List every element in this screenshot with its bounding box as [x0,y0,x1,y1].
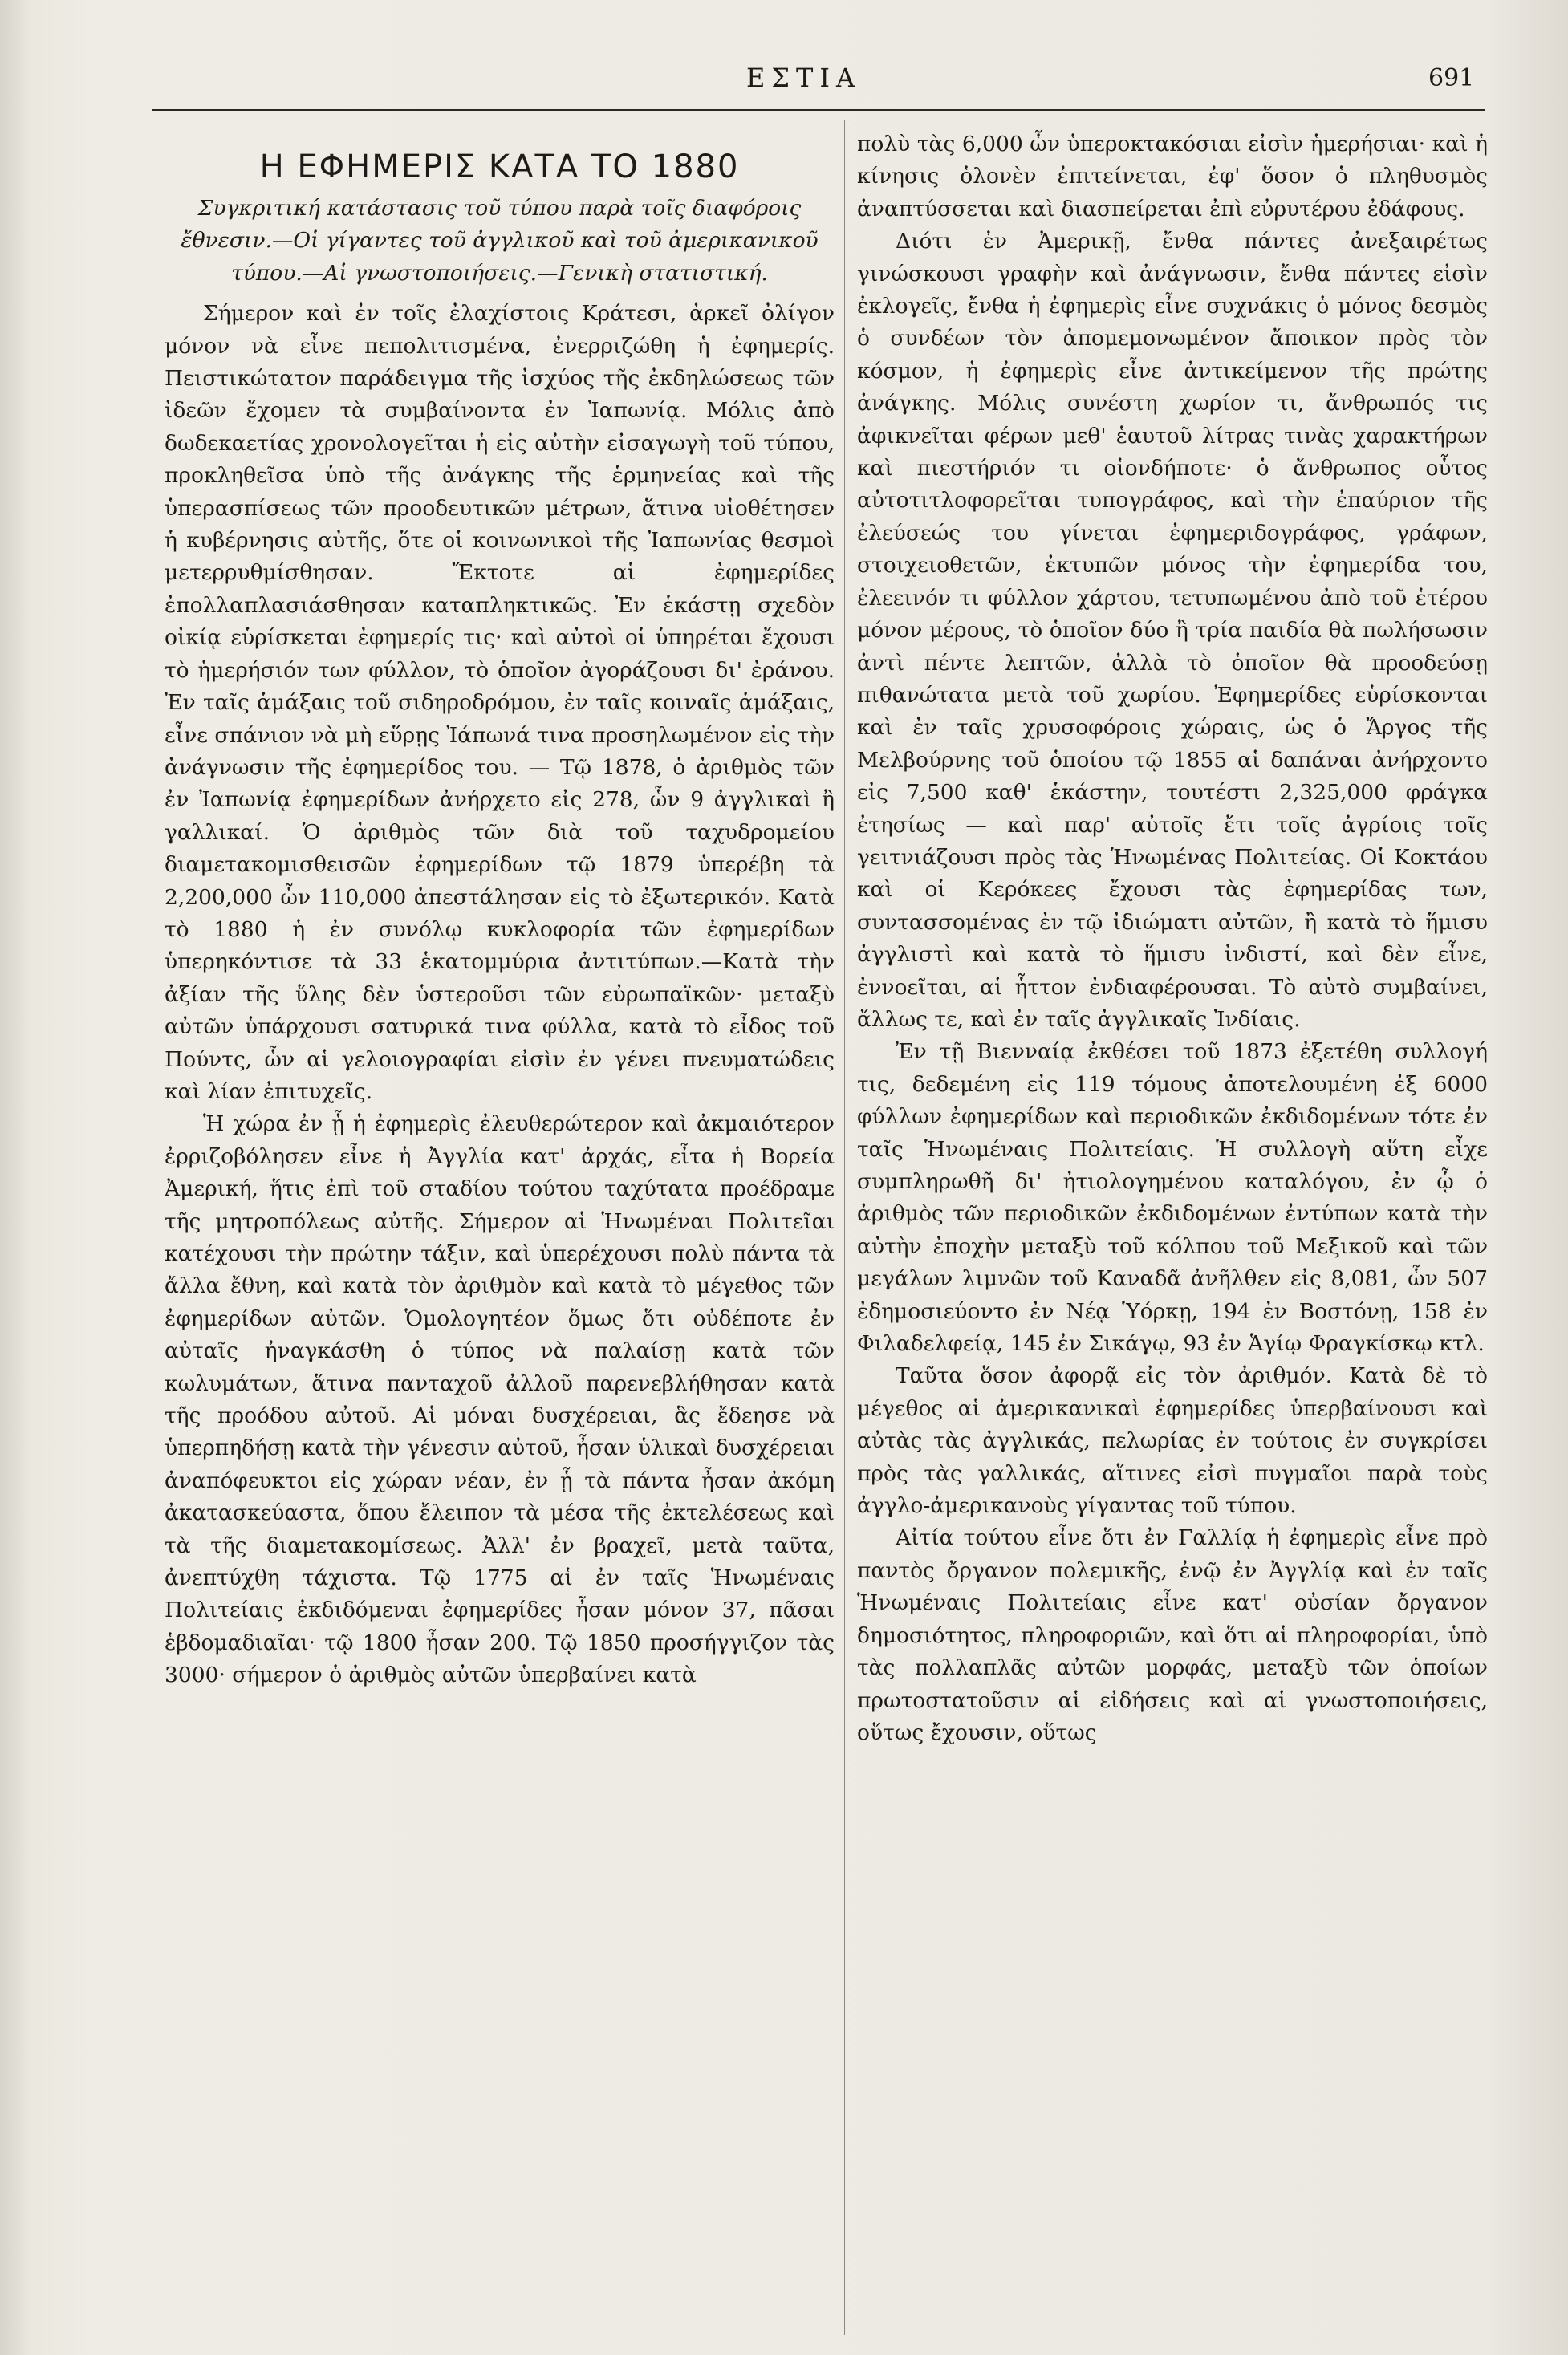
right-column [857,128,1488,2343]
article-paragraph: Ταῦτα ὅσον ἀφορᾷ εἰς τὸν ἀριθμόν. Κατὰ δὲ τὸ μέγεθος αἱ ἀμερικανικαὶ ἐφημερίδες ὑπερβαίνουσι καὶ αὐτὰς τὰς ἀγγλικάς, πελωρίας ἐν τούτοις ἐν συγκρίσει πρὸς τὰς γαλλικάς, αἵτινες εἰσὶ πυγμαῖοι παρὰ τοὺς ἀγγλο-ἀμερικανοὺς γίγαντας τοῦ τύπου. [857,1363,1488,1519]
article-paragraph: Σήμερον καὶ ἐν τοῖς ἐλαχίστοις Κράτεσι, ἀρκεῖ ὀλίγον μόνον νὰ εἶνε πεπολιτισμένα, ἐνερριζώθη ἡ ἐφημερίς. Πειστικώτατον παράδειγμα τῆς ἰσχύος τῆς ἐκδηλώσεως τῶν ἰδεῶν ἔχομεν τὰ συμβαίνοντα ἐν Ἰαπωνίᾳ. Μόλις ἀπὸ δωδεκαετίας χρονολογεῖται ἡ εἰς αὐτὴν εἰσαγωγὴ τοῦ τύπου, προκληθεῖσα ὑπὸ τῆς ἀνάγκης τῆς ἑρμηνείας καὶ τῆς ὑπερασπίσεως τῶν προοδευτικῶν μέτρων, ἅτινα υἱοθέτησεν ἡ κυβέρνησις αὐτῆς, ὅτε οἱ κοινωνικοὶ τῆς Ἰαπωνίας θεσμοὶ μετερρυθμίσθησαν. Ἔκτοτε αἱ ἐφημερίδες ἐπολλαπλασιάσθησαν καταπληκτικῶς. Ἐν ἑκάστῃ σχεδὸν οἰκίᾳ εὑρίσκεται ἐφημερίς τις· καὶ αὐτοὶ οἱ ὑπηρέται ἔχουσι τὸ ἡμερήσιόν των φύλλον, τὸ ὁποῖον ἀγοράζουσι δι' ἐράνου. Ἐν ταῖς ἁμάξαις τοῦ σιδηροδρόμου, ἐν ταῖς κοιναῖς ἁμάξαις, εἶνε σπάνιον νὰ μὴ εὕρῃς Ἰάπωνά τινα προσηλωμένον εἰς τὴν ἀνάγνωσιν τῆς ἐφημερίδος του. — Τῷ 1878, ὁ ἀριθμὸς τῶν ἐν Ἰαπωνίᾳ ἐφημερίδων ἀνήρχετο εἰς 278, ὧν 9 ἀγγλικαὶ ἢ γαλλικαί. Ὁ ἀριθμὸς τῶν διὰ τοῦ ταχυδρομείου διαμετακομισθεισῶν ἐφημερίδων τῷ 1879 ὑπερέβη τὰ 2,200,000 ὧν 110,000 ἀπεστάλησαν εἰς τὸ ἐξωτερικόν. Κατὰ τὸ 1880 ἡ ἐν συνόλῳ κυκλοφορία τῶν ἐφημερίδων ὑπερηκόντισε τὰ 33 ἑκατομμύρια ἀντιτύπων.—Κατὰ τὴν ἀξίαν τῆς ὕλης δὲν ὑστεροῦσι τῶν εὐρωπαϊκῶν· μεταξὺ αὐτῶν ὑπάρχουσι σατυρικά τινα φύλλα, κατὰ τὸ εἶδος τοῦ Πούντς, ὧν αἱ γελοιογραφίαι εἰσὶν ἐν γένει πνευματώδεις καὶ λίαν ἐπιτυχεῖς. [165,301,835,1104]
page-number: 691 [1428,64,1475,92]
article-paragraph: Διότι ἐν Ἀμερικῇ, ἔνθα πάντες ἀνεξαιρέτως γινώσκουσι γραφὴν καὶ ἀνάγνωσιν, ἔνθα πάντες εἰσὶν ἐκλογεῖς, ἔνθα ἡ ἐφημερὶς εἶνε συχνάκις ὁ μόνος δεσμὸς ὁ συνδέων τὸν ἀπομεμονωμένον ἄποικον πρὸς τὸν κόσμον, ἡ ἐφημερὶς εἶνε ἀντικείμενον τῆς πρώτης ἀνάγκης. Μόλις συνέστη χωρίον τι, ἄνθρωπός τις ἀφικνεῖται φέρων μεθ' ἑαυτοῦ λίτρας τινὰς χαρακτήρων καὶ πιεστήριόν τι οἱονδήποτε· ὁ ἄνθρωπος οὗτος αὐτοτιτλοφορεῖται τυπογράφος, καὶ τὴν ἐπαύριον τῆς ἐλεύσεώς του γίνεται ἐφημεριδογράφος, γράφων, στοιχειοθετῶν, ἐκτυπῶν μόνος τὴν ἐφημερίδα του, ἐλεεινόν τι φύλλον χάρτου, τετυπωμένου ἀπὸ τοῦ ἑτέρου μόνον μέρους, τὸ ὁποῖον δύο ἢ τρία παιδία θὰ πωλήσωσιν ἀντὶ πέντε λεπτῶν, ἀλλὰ τὸ ὁποῖον θὰ προοδεύσῃ πιθανώτατα μετὰ τοῦ χωρίου. Ἐφημερίδες εὑρίσκονται καὶ ἐν ταῖς χρυσοφόροις χώραις, ὡς ὁ Ἄργος τῆς Μελβούρνης τοῦ ὁποίου τῷ 1855 αἱ δαπάναι ἀνήρχοντο εἰς 7,500 καθ' ἑκάστην, τουτέστι 2,325,000 φράγκα ἐτησίως — καὶ παρ' αὐτοῖς ἔτι τοῖς ἀγρίοις τοῖς γειτνιάζουσι πρὸς τὰς Ἡνωμένας Πολιτείας. Οἱ Κοκτάου καὶ οἱ Κερόκεες ἔχουσι τὰς ἐφημερίδας των, συντασσομένας ἐν τῷ ἰδιώματι αὐτῶν, ἢ κατὰ τὸ ἥμισυ ἀγγλιστὶ καὶ κατὰ τὸ ἥμισυ ἰνδιστί, καὶ δὲν εἶνε, ἐννοεῖται, αἱ ἧττον ἐνδιαφέρουσαι. Τὸ αὐτὸ συμβαίνει, ἄλλως τε, καὶ ἐν ταῖς ἀγγλικαῖς Ἰνδίαις. [857,229,1488,1032]
running-head [0,63,1568,103]
article-paragraph: Ἡ χώρα ἐν ᾗ ἡ ἐφημερὶς ἐλευθερώτερον καὶ ἀκμαιότερον ἐρριζοβόλησεν εἶνε ἡ Ἀγγλία κατ' ἀρχάς, εἶτα ἡ Βορεία Ἀμερική, ἥτις ἐπὶ τοῦ σταδίου τούτου ταχύτατα προέδραμε τῆς μητροπόλεως αὐτῆς. Σήμερον αἱ Ἡνωμέναι Πολιτεῖαι κατέχουσι τὴν πρώτην τάξιν, καὶ ὑπερέχουσι πολὺ πάντα τὰ ἄλλα ἔθνη, καὶ κατὰ τὸν ἀριθμὸν καὶ κατὰ τὸ μέγεθος τῶν ἐφημερίδων αὐτῶν. Ὁμολογητέον ὅμως ὅτι οὐδέποτε ἐν αὐταῖς ἠναγκάσθη ὁ τύπος νὰ παλαίσῃ κατὰ τῶν κωλυμάτων, ἅτινα πανταχοῦ ἀλλοῦ παρενεβλήθησαν κατὰ τῆς προόδου αὐτοῦ. Αἱ μόναι δυσχέρειαι, ἃς ἔδεησε νὰ ὑπερπηδήσῃ κατὰ τὴν γένεσιν αὐτοῦ, ἦσαν ὑλικαὶ δυσχέρειαι ἀναπόφευκτοι εἰς χώραν νέαν, ἐν ᾗ τὰ πάντα ἦσαν ἀκόμη ἀκατασκεύαστα, ὅπου ἔλειπον τὰ μέσα τῆς ἐκτελέσεως καὶ τὰ τῆς διαμετακομίσεως. Ἀλλ' ἐν βραχεῖ, μετὰ ταῦτα, ἀνεπτύχθη τάχιστα. Τῷ 1775 αἱ ἐν ταῖς Ἡνωμέναις Πολιτείαις ἐκδιδόμεναι ἐφημερίδες ἦσαν μόνον 37, πᾶσαι ἑβδομαδιαῖαι· τῷ 1800 ἦσαν 200. Τῷ 1850 προσήγγιζον τὰς 3000· σήμερον ὁ ἀριθμὸς αὐτῶν ὑπερβαίνει κατὰ [165,1111,835,1688]
left-column [165,128,835,2343]
header-rule [152,109,1485,111]
article-paragraph: πολὺ τὰς 6,000 ὧν ὑπεροκτακόσιαι εἰσὶν ἡμερήσιαι· καὶ ἡ κίνησις ὁλονὲν ἐπιτείνεται, ἐφ' ὅσον ὁ πληθυσμὸς ἀναπτύσσεται καὶ διασπείρεται ἐπὶ εὐρυτέρου ἐδάφους. [857,132,1488,221]
article-paragraph: Ἐν τῇ Βιενναίᾳ ἐκθέσει τοῦ 1873 ἐξετέθη συλλογή τις, δεδεμένη εἰς 119 τόμους ἀποτελουμένη ἐξ 6000 φύλλων ἐφημερίδων καὶ περιοδικῶν ἐκδιδομένων τότε ἐν ταῖς Ἡνωμέναις Πολιτείαις. Ἡ συλλογὴ αὕτη εἶχε συμπληρωθῆ δι' ἠτιολογημένου καταλόγου, ἐν ᾧ ὁ ἀριθμὸς τῶν περιοδικῶν ἐκδιδομένων ἐντύπων κατὰ τὴν αὐτὴν ἐποχὴν μεταξὺ τοῦ κόλπου τοῦ Μεξικοῦ καὶ τῶν μεγάλων λιμνῶν τοῦ Καναδᾶ ἀνῆλθεν εἰς 8,081, ὧν 507 ἐδημοσιεύοντο ἐν Νέᾳ Ὑόρκῃ, 194 ἐν Βοστόνῃ, 158 ἐν Φιλαδελφείᾳ, 145 ἐν Σικάγῳ, 93 ἐν Ἁγίῳ Φραγκίσκῳ κτλ. [857,1039,1488,1357]
running-title: ΕΣΤΙΑ [746,63,862,93]
article-summary: Συγκριτική κατάστασις τοῦ τύπου παρὰ τοῖς διαφόροις ἔθνεσιν.—Οἱ γίγαντες τοῦ ἀγγλικοῦ καὶ τοῦ ἀμερικανικοῦ τύπου.—Αἱ γνωστοποιήσεις.—Γενικὴ στατιστική. [181,196,819,286]
article-title: Η ΕΦΗΜΕΡΙΣ ΚΑΤΑ ΤΟ 1880 [259,148,740,185]
column-divider [844,120,845,2335]
article-paragraph: Αἰτία τούτου εἶνε ὅτι ἐν Γαλλίᾳ ἡ ἐφημερὶς εἶνε πρὸ παντὸς ὄργανον πολεμικῆς, ἐνῷ ἐν Ἀγγλίᾳ καὶ ἐν ταῖς Ἡνωμέναις Πολιτείαις εἶνε κατ' οὐσίαν ὄργανον δημοσιότητος, πληροφοριῶν, καὶ ὅτι αἱ πληροφορίαι, ὑπὸ τὰς πολλαπλᾶς αὐτῶν μορφάς, μεταξὺ τῶν ὁποίων πρωτοστατοῦσιν αἱ εἰδήσεις καὶ αἱ γνωστοποιήσεις, οὕτως ἔχουσιν, οὕτως [857,1525,1488,1745]
